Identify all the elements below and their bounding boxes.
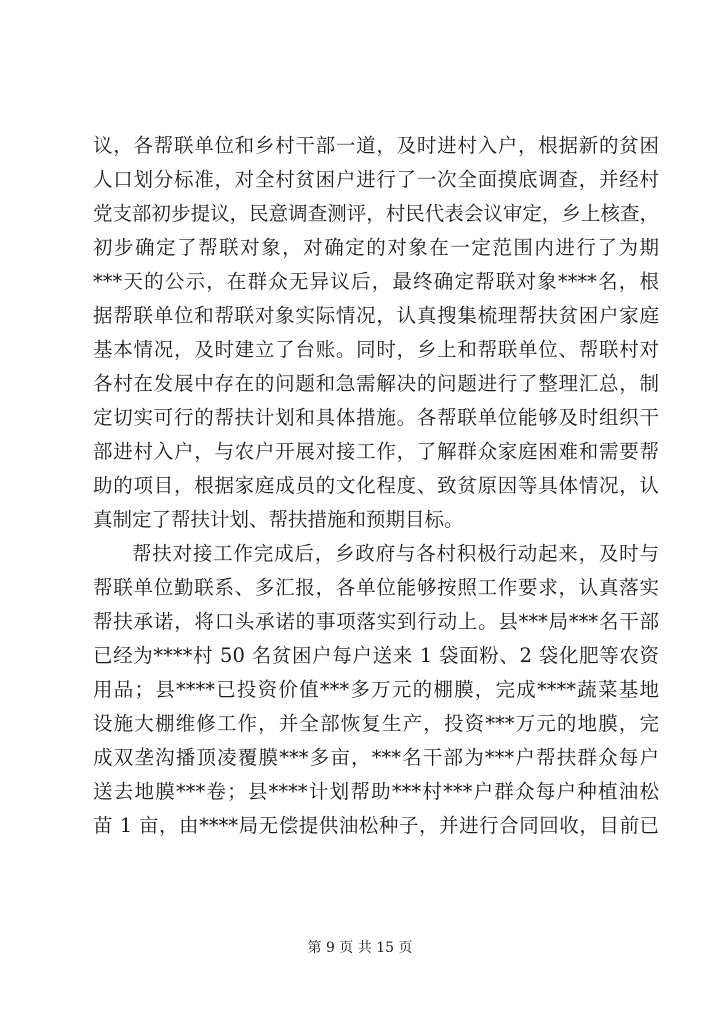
text-line: ***天的公示，在群众无异议后，最终确定帮联对象****名，根 (93, 270, 659, 293)
text-line: 据帮联单位和帮联对象实际情况，认真搜集梳理帮扶贫困户家庭 (93, 304, 659, 327)
text-line: 部进村入户，与农户开展对接工作，了解群众家庭困难和需要帮 (93, 440, 659, 463)
text-line: 定切实可行的帮扶计划和具体措施。各帮联单位能够及时组织干 (93, 406, 659, 429)
body-text (93, 129, 659, 843)
text-line: 帮联单位勤联系、多汇报，各单位能够按照工作要求，认真落实 (93, 576, 659, 599)
paragraph-2 (93, 537, 659, 843)
paragraph-1 (93, 129, 659, 537)
text-line: 用品；县****已投资价值***多万元的棚膜，完成****蔬菜基地 (93, 678, 659, 701)
text-line: 苗 1 亩，由****局无偿提供油松种子，并进行合同回收，目前已 (93, 814, 659, 837)
text-line: 党支部初步提议，民意调查测评，村民代表会议审定，乡上核查， (93, 202, 659, 225)
text-line: 人口划分标准，对全村贫困户进行了一次全面摸底调查，并经村 (93, 168, 659, 191)
page-number-footer: 第 9 页 共 15 页 (307, 940, 413, 956)
text-line: 帮扶承诺，将口头承诺的事项落实到行动上。县***局***名干部 (93, 610, 659, 633)
text-line: 初步确定了帮联对象，对确定的对象在一定范围内进行了为期 (93, 236, 659, 259)
text-line: 帮扶对接工作完成后，乡政府与各村积极行动起来，及时与 (132, 542, 659, 565)
text-line: 各村在发展中存在的问题和急需解决的问题进行了整理汇总，制 (93, 372, 659, 395)
text-line: 助的项目，根据家庭成员的文化程度、致贫原因等具体情况，认 (93, 474, 659, 497)
text-line: 设施大棚维修工作，并全部恢复生产，投资***万元的地膜，完 (93, 712, 659, 735)
text-line: 真制定了帮扶计划、帮扶措施和预期目标。 (93, 508, 464, 531)
text-line: 基本情况，及时建立了台账。同时，乡上和帮联单位、帮联村对 (93, 338, 659, 361)
text-line: 已经为****村 50 名贫困户每户送来 1 袋面粉、2 袋化肥等农资 (93, 644, 659, 667)
text-line: 成双垄沟播顶凌覆膜***多亩，***名干部为***户帮扶群众每户 (93, 746, 659, 769)
text-line: 议，各帮联单位和乡村干部一道，及时进村入户，根据新的贫困 (93, 134, 659, 157)
text-line: 送去地膜***卷；县****计划帮助***村***户群众每户种植油松 (93, 780, 659, 803)
